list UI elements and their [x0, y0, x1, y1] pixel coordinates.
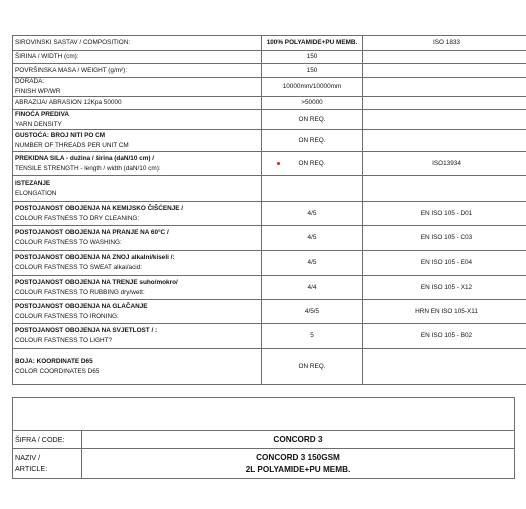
blank-spacer-box	[12, 397, 515, 430]
spec-property-sublabel: ELONGATION	[15, 189, 57, 197]
spec-property-label: ŠIRINA / WIDTH (cm):	[15, 53, 79, 60]
red-marker-dot	[277, 162, 280, 165]
spec-property-label: ABRAZIJA/ ABRASION 12Kpa 50000	[15, 99, 122, 106]
spec-property-label: POVRŠINSKA MASA / WEIGHT (g/m²):	[15, 66, 128, 74]
spec-property-sublabel: COLOUR FASTNESS TO LIGHT?	[15, 337, 113, 344]
spec-standard-cell: HRN EN ISO 105-X11	[363, 300, 526, 324]
spec-property-cell	[13, 300, 262, 324]
code-row	[13, 431, 515, 449]
article-label-line2: ARTICLE:	[15, 464, 48, 473]
spec-row	[13, 78, 526, 97]
spec-row	[13, 97, 526, 110]
spec-value-cell: ON REQ.	[262, 130, 363, 152]
spec-property-label: POSTOJANOST OBOJENJA NA TRENJE suho/mokro/	[15, 278, 178, 286]
spec-value-cell: 100% POLYAMIDE+PU MEMB.	[262, 36, 363, 51]
spec-property-cell	[13, 324, 262, 349]
spec-property-label: FINOĆA PREDIVA	[15, 110, 69, 118]
spec-property-sublabel: COLOUR FASTNESS TO WASHING:	[15, 239, 122, 246]
spec-property-cell	[13, 251, 262, 276]
spec-value-cell: 150	[262, 51, 363, 64]
spec-value-cell: ON REQ.	[262, 349, 363, 385]
article-row	[13, 449, 515, 479]
article-value-line1: CONCORD 3 150GSM	[256, 452, 340, 462]
spec-property-cell	[13, 349, 262, 385]
spec-value-cell: 4/5	[262, 226, 363, 251]
spec-property-sublabel: COLOUR FASTNESS TO SWEAT alkai/acid:	[15, 264, 143, 271]
spec-property-label: POSTOJANOST OBOJENJA NA KEMIJSKO ČIŠĆENJE /	[15, 204, 184, 212]
spec-row	[13, 276, 526, 300]
spec-property-label: POSTOJANOST OBOJENJA NA GLAČANJE	[15, 302, 148, 310]
spec-property-label: GUSTOĆA: BROJ NITI PO CM	[15, 131, 106, 139]
spec-property-sublabel: COLOUR FASTNESS TO RUBBING dry/wett:	[15, 288, 145, 296]
spec-standard-cell: ISO 1833	[363, 36, 526, 51]
spec-standard-cell: EN ISO 105 - B02	[363, 324, 526, 349]
spec-value-cell: 5	[262, 324, 363, 349]
spec-property-cell	[13, 36, 262, 51]
spec-property-cell	[13, 176, 262, 202]
spec-standard-cell	[363, 64, 526, 78]
spec-property-sublabel: FINISH WP/WR	[15, 88, 61, 95]
spec-standard-cell: EN ISO 105 - E04	[363, 251, 526, 276]
article-label	[13, 449, 82, 479]
spec-property-cell	[13, 130, 262, 152]
spec-value-cell: 150	[262, 64, 363, 78]
spec-value-cell: 4/5	[262, 202, 363, 226]
spec-standard-cell	[363, 349, 526, 385]
spec-value-cell: 10000mm/10000mm	[262, 78, 363, 97]
spec-row	[13, 64, 526, 78]
spec-value-cell	[262, 176, 363, 202]
spec-property-cell	[13, 226, 262, 251]
specification-table	[12, 35, 526, 385]
spec-property-label: POSTOJANOST OBOJENJA NA ZNOJ alkalni/kiseli /:	[15, 254, 175, 261]
spec-standard-cell: EN ISO 105 - X12	[363, 276, 526, 300]
spec-property-label: POSTOJANOST OBOJENJA NA SVJETLOST / :	[15, 327, 158, 334]
spec-property-label: POSTOJANOST OBOJENJA NA PRANJE NA 60°C /	[15, 229, 169, 236]
article-value	[82, 449, 515, 479]
spec-property-label: DORADA:	[15, 78, 45, 85]
spec-row	[13, 226, 526, 251]
spec-row	[13, 130, 526, 152]
spec-row	[13, 152, 526, 176]
spec-property-cell	[13, 276, 262, 300]
spec-row	[13, 349, 526, 385]
spec-value-cell: 4/4	[262, 276, 363, 300]
spec-standard-cell	[363, 110, 526, 130]
code-label: ŠIFRA / CODE:	[13, 431, 82, 449]
spec-property-label: BOJA: KOORDINATE D65	[15, 357, 93, 365]
article-code-table	[12, 430, 515, 479]
spec-property-sublabel: YARN DENSITY	[15, 120, 62, 128]
spec-standard-cell	[363, 176, 526, 202]
spec-property-cell	[13, 152, 262, 176]
spec-standard-cell	[363, 97, 526, 110]
spec-property-cell	[13, 64, 262, 78]
spec-value-cell: ON REQ.	[262, 152, 363, 176]
article-value-line2: 2L POLYAMIDE+PU MEMB.	[245, 464, 351, 474]
spec-standard-cell: EN ISO 105 - D01	[363, 202, 526, 226]
spec-row	[13, 51, 526, 64]
spec-property-cell	[13, 78, 262, 97]
spec-standard-cell: EN ISO 105 - C03	[363, 226, 526, 251]
spec-row	[13, 251, 526, 276]
spec-value-cell: >50000	[262, 97, 363, 110]
spec-standard-cell	[363, 130, 526, 152]
spec-value-cell: 4/5/5	[262, 300, 363, 324]
spec-row	[13, 176, 526, 202]
spec-property-sublabel: COLOUR FASTNESS TO IRONING:	[15, 312, 119, 320]
spec-property-cell	[13, 51, 262, 64]
article-label-line1: NAZIV /	[15, 453, 41, 462]
spec-property-cell	[13, 110, 262, 130]
spec-standard-cell: ISO13934	[363, 152, 526, 176]
spec-property-label: ISTEZANJE	[15, 179, 51, 187]
spec-value-cell: 4/5	[262, 251, 363, 276]
spec-property-label: PREKIDNA SILA - dužina / širina (daN/10 cm) /	[15, 154, 155, 162]
spec-property-cell	[13, 97, 262, 110]
spec-row	[13, 300, 526, 324]
spec-property-sublabel: COLOR COORDINATES D65	[15, 367, 100, 375]
spec-value-cell: ON REQ.	[262, 110, 363, 130]
spec-property-sublabel: NUMBER OF THREADS PER UNIT CM	[15, 141, 129, 149]
spec-standard-cell	[363, 78, 526, 97]
spec-property-sublabel: COLOUR FASTNESS TO DRY CLEANING:	[15, 214, 140, 222]
spec-row	[13, 324, 526, 349]
spec-row	[13, 202, 526, 226]
spec-row	[13, 36, 526, 51]
spec-property-sublabel: TENSILE STRENGTH - length / width (daN/10 cm):	[15, 164, 161, 172]
spec-property-label: SIROVINSKI SASTAV / COMPOSITION:	[15, 39, 131, 46]
spec-standard-cell	[363, 51, 526, 64]
code-value: CONCORD 3	[82, 431, 515, 449]
spec-property-cell	[13, 202, 262, 226]
spec-row	[13, 110, 526, 130]
